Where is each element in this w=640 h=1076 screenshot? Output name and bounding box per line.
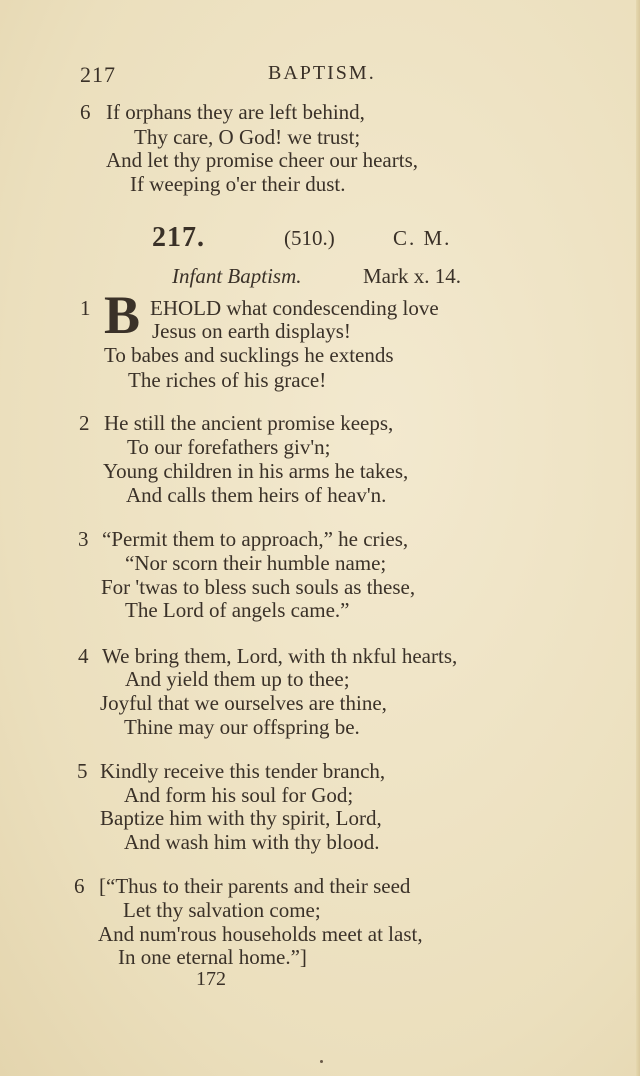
verse-line: We bring them, Lord, with th nkful hearts, <box>102 644 458 668</box>
verse-line: Young children in his arms he takes, <box>103 459 409 483</box>
verse-line: And num'rous households meet at last, <box>98 922 423 946</box>
hymn-alt-number: (510.) <box>284 226 335 250</box>
verse-line: And yield them up to thee; <box>125 667 350 691</box>
stanza-number: 2 <box>79 411 90 435</box>
verse-line: Baptize him with thy spirit, Lord, <box>100 806 382 830</box>
page-number: 217 <box>80 62 116 87</box>
verse-line: He still the ancient promise keeps, <box>104 411 394 435</box>
hymn-meter: C. M. <box>393 226 452 250</box>
verse-line: In one eternal home.”] <box>118 945 307 969</box>
verse-line: And let thy promise cheer our hearts, <box>106 148 418 172</box>
hymn-number: 217. <box>152 222 205 253</box>
verse-line: The riches of his grace! <box>128 368 327 392</box>
stanza-number: 6 <box>74 874 85 898</box>
drop-cap: B <box>104 285 141 345</box>
verse-line: If orphans they are left behind, <box>106 100 365 124</box>
verse-line: [“Thus to their parents and their seed <box>99 874 411 898</box>
stanza-number: 1 <box>80 296 91 320</box>
stanza-number: 4 <box>78 644 89 668</box>
verse-line: Jesus on earth displays! <box>152 319 351 343</box>
stanza-number: 3 <box>78 527 89 551</box>
paper-speck <box>320 1060 323 1063</box>
running-header: BAPTISM. <box>268 62 376 84</box>
verse-line: And calls them heirs of heav'n. <box>126 483 387 507</box>
verse-line: The Lord of angels came.” <box>125 598 350 622</box>
footer-page-number: 172 <box>196 968 226 990</box>
verse-line: To babes and sucklings he extends <box>104 343 394 367</box>
stanza-number: 6 <box>80 100 91 124</box>
verse-line: Let thy salvation come; <box>123 898 321 922</box>
verse-line: And form his soul for God; <box>124 783 354 807</box>
verse-line: “Nor scorn their humble name; <box>125 551 387 575</box>
scripture-reference: Mark x. 14. <box>363 264 461 288</box>
verse-line: And wash him with thy blood. <box>124 830 380 854</box>
verse-line: To our forefathers giv'n; <box>127 435 331 459</box>
verse-line: If weeping o'er their dust. <box>130 172 346 196</box>
verse-line: Joyful that we ourselves are thine, <box>100 691 387 715</box>
verse-line: Thine may our offspring be. <box>124 715 360 739</box>
page-edge <box>636 0 640 1076</box>
hymn-subtitle: Infant Baptism. <box>172 264 302 288</box>
verse-line: “Permit them to approach,” he cries, <box>102 527 409 551</box>
stanza-number: 5 <box>77 759 88 783</box>
verse-line: Kindly receive this tender branch, <box>100 759 386 783</box>
verse-line: Thy care, O God! we trust; <box>134 125 361 149</box>
verse-line: EHOLD what condescending love <box>150 296 439 320</box>
verse-line: For 'twas to bless such souls as these, <box>101 575 416 599</box>
